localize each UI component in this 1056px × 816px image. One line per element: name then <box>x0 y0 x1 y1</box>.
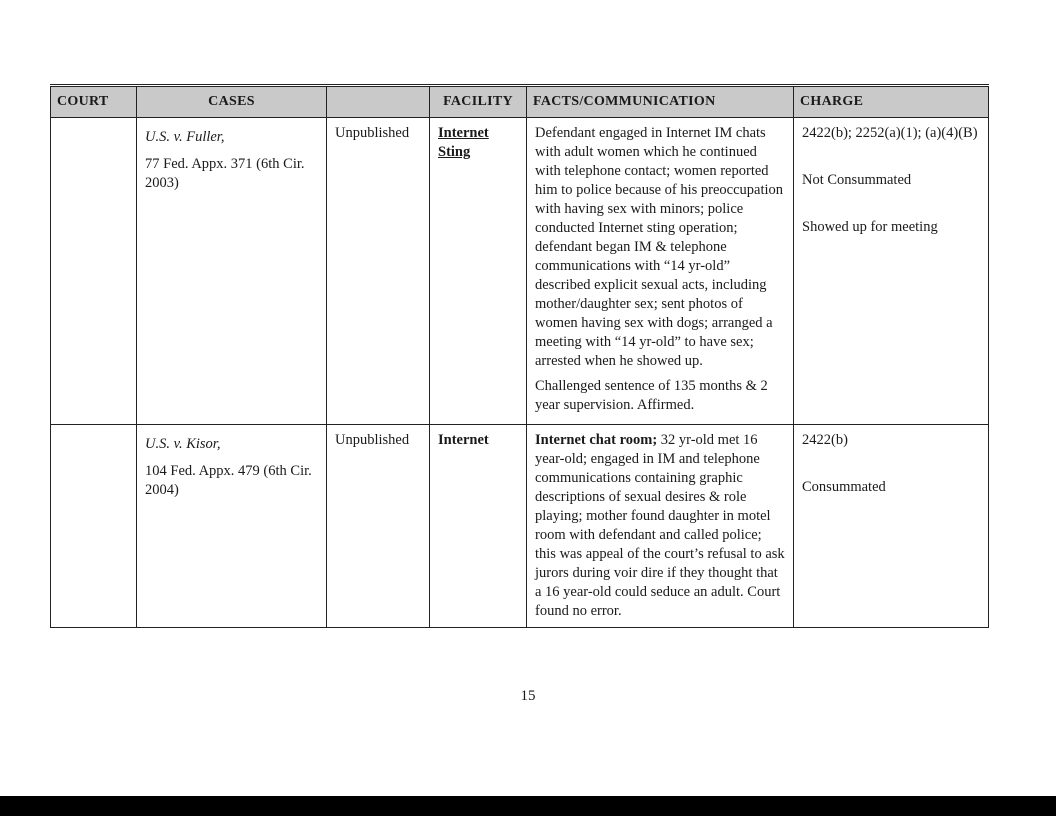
case-name: U.S. v. Fuller, <box>145 129 225 145</box>
charge-statute: 2422(b) <box>802 432 848 448</box>
cell-charge <box>794 425 989 628</box>
facts-paragraph: Defendant engaged in Internet IM chats with adult women which he continued with telephone contact; women reported him to police because of his preoccupation with having sex with minors; police conducted Internet sting operation; defendant began IM & telephone communications with “14 yr-old” described explicit sexual acts, including mother/daughter sex; sent photos of women having sex with dogs; arranged a meeting with “14 yr-old” to have sex; arrested when he showed up. <box>535 125 784 369</box>
header-cases: CASES <box>137 86 327 118</box>
cell-facility <box>430 118 527 425</box>
cell-court <box>51 425 137 628</box>
charge-status: Not Consummated <box>802 172 912 188</box>
cell-cases <box>137 425 327 628</box>
table-row <box>51 425 989 628</box>
cell-facts <box>527 118 794 425</box>
cell-publication: Unpublished <box>327 118 430 425</box>
facts-body: 32 yr-old met 16 year-old; engaged in IM and telephone communications containing graphic descriptions of sexual desires & role playing; mother found daughter in motel room with defendant and called police; this was appeal of the court’s refusal to ask jurors during voir dire if they thought that a 16 year-old could seduce an adult. Court found no error. <box>535 432 785 619</box>
facts-paragraph <box>535 431 785 621</box>
cell-cases <box>137 118 327 425</box>
case-citation: 77 Fed. Appx. 371 (6th Cir. 2003) <box>145 156 305 191</box>
cell-charge <box>794 118 989 425</box>
case-table <box>50 84 989 628</box>
table-header-row <box>51 86 989 118</box>
header-facility: FACILITY <box>430 86 527 118</box>
cell-facts <box>527 425 794 628</box>
facility-label: Internet <box>438 432 489 448</box>
facts-paragraph: Challenged sentence of 135 months & 2 year supervision. Affirmed. <box>535 378 768 413</box>
header-court: COURT <box>51 86 137 118</box>
table-row <box>51 118 989 425</box>
cell-publication: Unpublished <box>327 425 430 628</box>
facility-label: Internet Sting <box>438 125 489 160</box>
case-citation: 104 Fed. Appx. 479 (6th Cir. 2004) <box>145 463 312 498</box>
scan-bottom-border <box>0 796 1056 816</box>
charge-status: Consummated <box>802 479 886 495</box>
header-publication <box>327 86 430 118</box>
case-table-container <box>50 84 988 628</box>
cell-court <box>51 118 137 425</box>
case-name: U.S. v. Kisor, <box>145 436 221 452</box>
charge-note: Showed up for meeting <box>802 219 938 235</box>
header-facts: FACTS/COMMUNICATION <box>527 86 794 118</box>
charge-statute: 2422(b); 2252(a)(1); (a)(4)(B) <box>802 125 978 141</box>
header-charge: CHARGE <box>794 86 989 118</box>
page-number: 15 <box>520 688 536 704</box>
cell-facility <box>430 425 527 628</box>
facts-lead: Internet chat room; <box>535 432 658 448</box>
